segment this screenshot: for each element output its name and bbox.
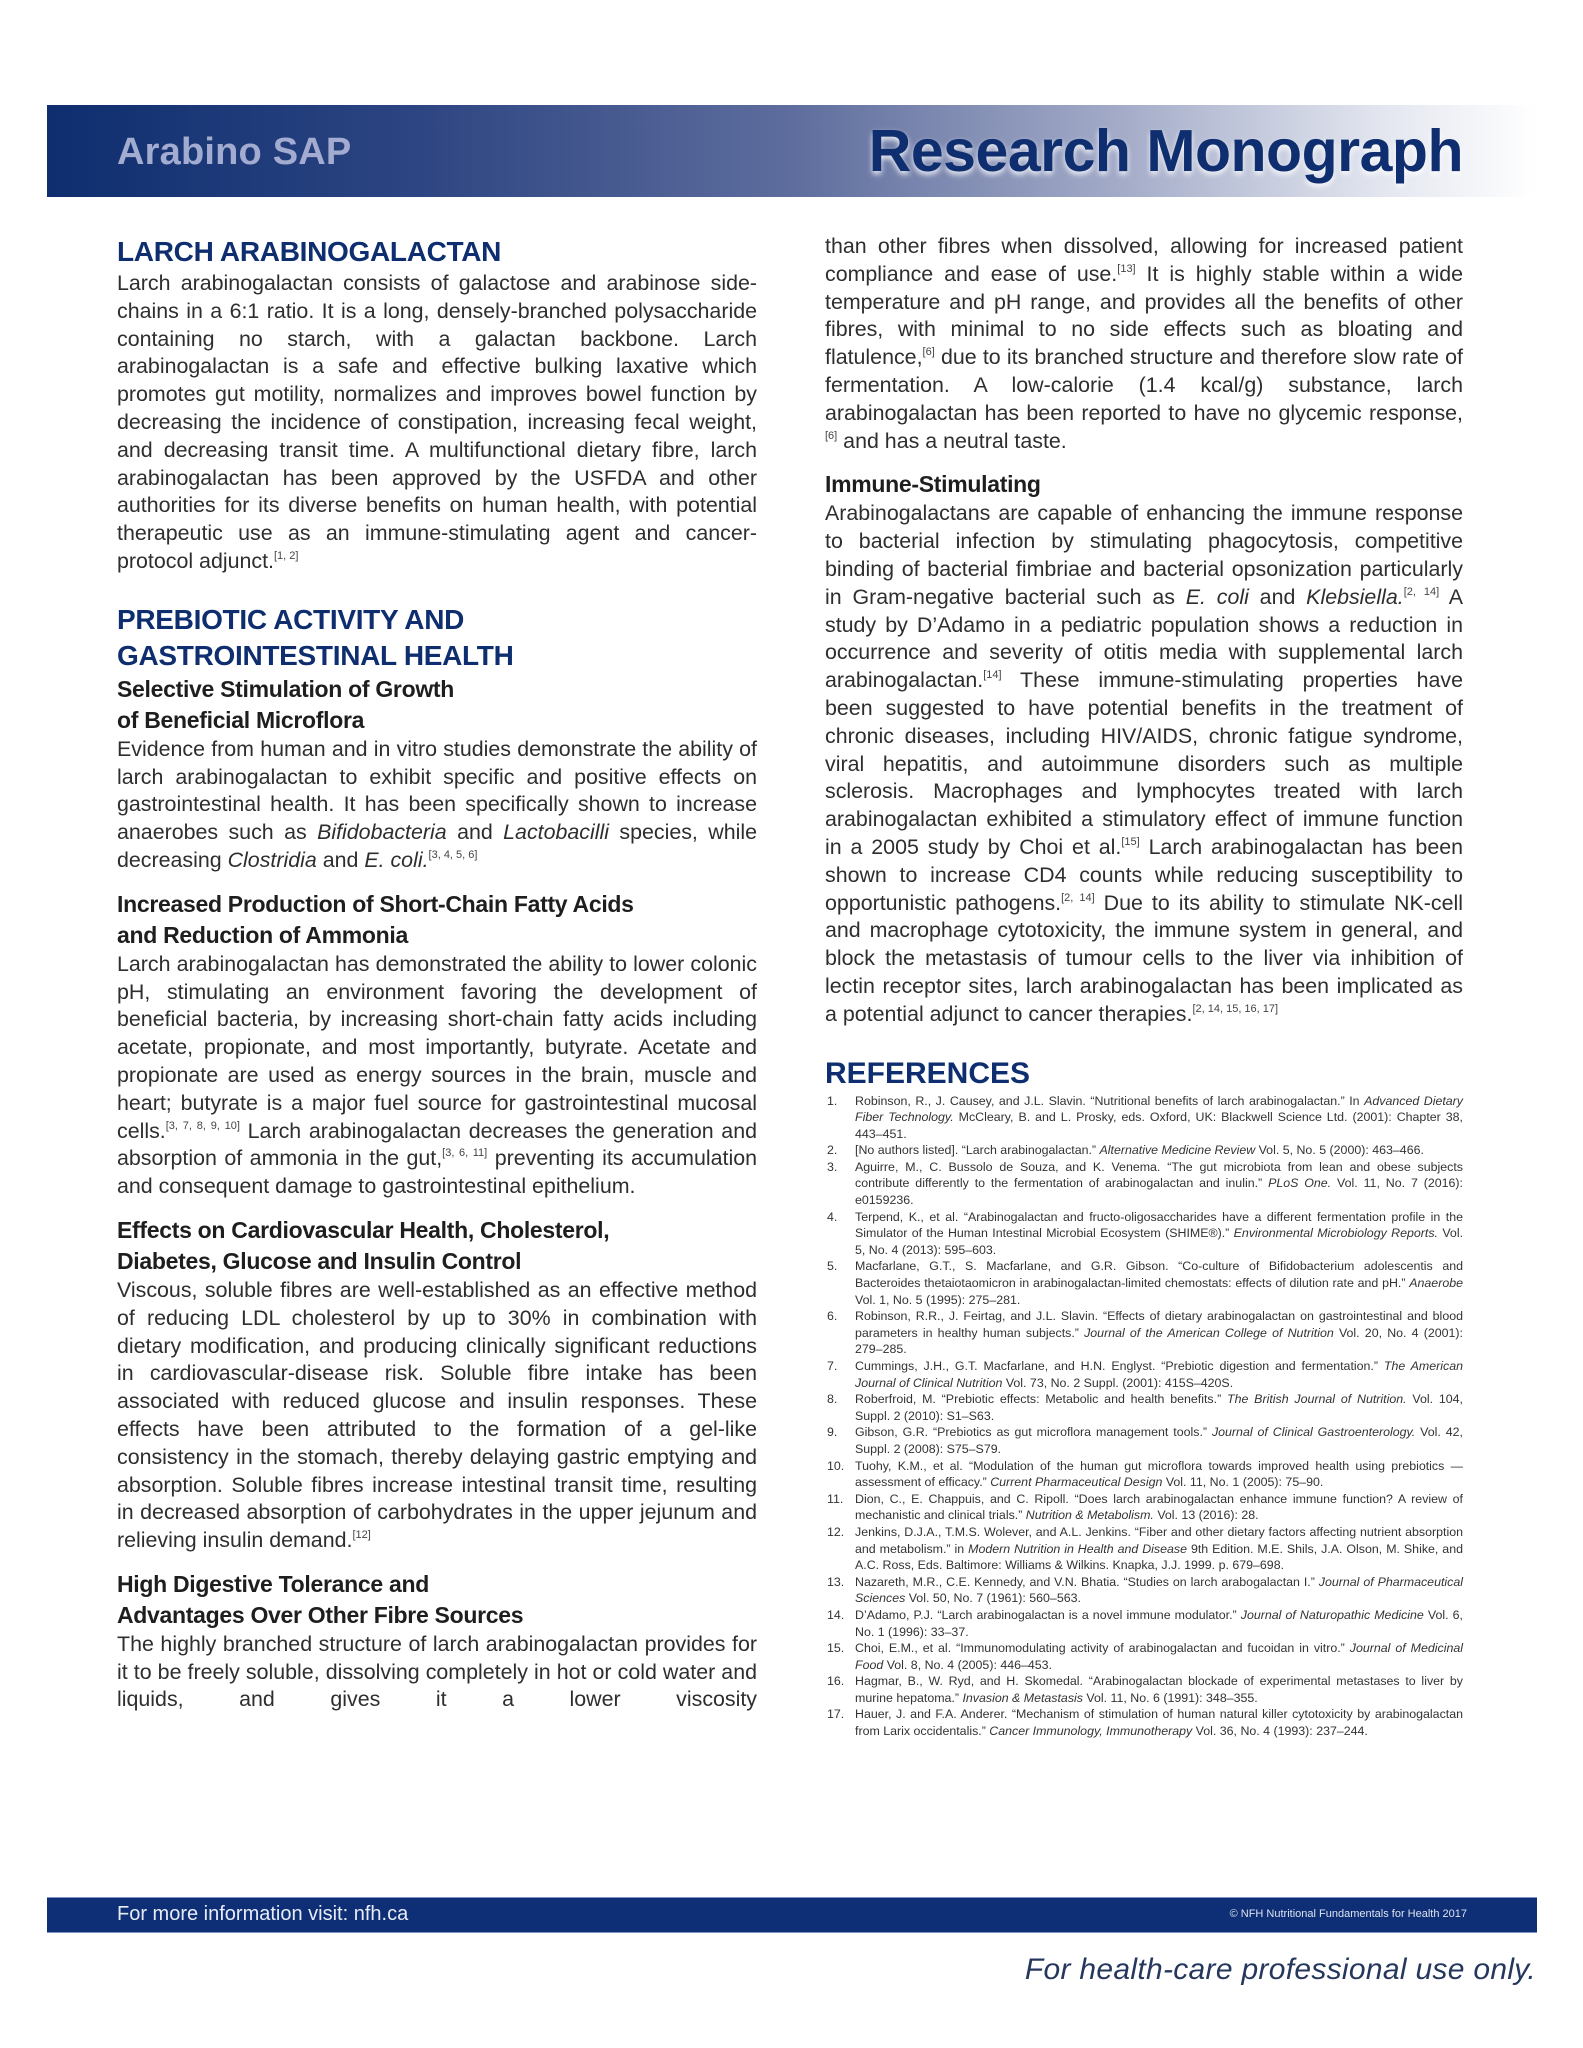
reference-item — [825, 1308, 1463, 1358]
reference-number: 15. — [827, 1641, 845, 1656]
reference-item — [825, 1706, 1463, 1739]
section-heading: LARCH ARABINOGALACTAN — [117, 236, 502, 267]
document-title: Research Monograph — [868, 118, 1463, 184]
reference-item — [825, 1491, 1463, 1524]
subsection-short-chain-fatty-acids — [117, 889, 757, 1201]
left-column — [117, 234, 757, 1714]
reference-number: 9. — [827, 1425, 838, 1440]
reference-text: Macfarlane, G.T., S. Macfarlane, and G.R. Gibson. “Co-culture of Bifidobacterium adolescentis and Bacteroides thetaiotaomicron in arabinogalactan-limited chemostats: effects of dilution rate and pH.” Anaerobe Vol. 1, No. 5 (1995): 275–281. — [855, 1259, 1463, 1307]
reference-number: 12. — [827, 1524, 845, 1539]
citation: [2, 14, 15, 16, 17] — [1192, 1002, 1279, 1015]
subsection-immune-stimulating — [825, 469, 1463, 1028]
tolerance-continued-body: than other fibres when dissolved, allowing for increased patient compliance and ease of use.[13] It is highly stable within a wide temperature and pH range, and provides all the benefits of other fibres, with minimal to no side effects such as bloating and flatulence,[6] due to its branched structure and therefore slow rate of fermentation. A low-calorie (1.4 kcal/g) substance, larch arabinogalactan has been reported to have no glycemic response,[6] and has a neutral taste. — [825, 234, 1463, 453]
reference-item — [825, 1424, 1463, 1457]
reference-item — [825, 1458, 1463, 1491]
reference-text: Choi, E.M., et al. “Immunomodulating activity of arabinogalactan and fucoidan in vitro.” Journal of Medicinal Food Vol. 8, No. 4 (2005): 446–453. — [855, 1641, 1464, 1672]
footer-bar — [47, 1897, 1537, 1933]
reference-text: Dion, C., E. Chappuis, and C. Ripoll. “Does larch arabinogalactan enhance immune function? A review of mechanistic and clinical trials.” Nutrition & Metabolism. Vol. 13 (2016): 28. — [855, 1491, 1463, 1523]
references-heading: REFERENCES — [825, 1056, 1031, 1090]
reference-text: Robinson, R., J. Causey, and J.L. Slavin. “Nutritional benefits of larch arabinogalactan.” In Advanced Dietary Fiber Technology. McCleary, B. and L. Prosky, eds. Oxford, UK: Blackwell Science Ltd. (2001): Chapter 38, 443–451. — [855, 1093, 1463, 1141]
reference-text: Tuohy, K.M., et al. “Modulation of the human gut microflora towards improved health using prebiotics — assessment of efficacy.” Current Pharmaceutical Design Vol. 11, No. 1 (2005): 75–90. — [855, 1458, 1463, 1490]
subsection-body: Arabinogalactans are capable of enhancing the immune response to bacterial infection by stimulating phagocytosis, competitive binding of bacterial fimbriae and bacterial opsonization particularly in Gram-negative bacterial such as E. coli and Klebsiella.[2, 14] A study by D’Adamo in a pediatric population shows a reduction in occurrence and severity of otitis media with supplemental larch arabinogalactan.[14] These immune-stimulating properties have been suggested to have potential benefits in the treatment of chronic diseases, including HIV/AIDS, chronic fatigue syndrome, viral hepatitis, and autoimmune disorders such as multiple sclerosis. Macrophages and lymphocytes treated with larch arabinogalactan exhibited a stimulatory effect of immune function in a 2005 study by Choi et al.[15] Larch arabinogalactan has been shown to increase CD4 counts while reducing susceptibility to opportunistic pathogens.[2, 14] Due to its ability to stimulate NK-cell and macrophage cytotoxicity, the immune system in general, and block the metastasis of tumour cells to the liver via inhibition of lectin receptor sites, larch arabinogalactan has been implicated as a potential adjunct to cancer therapies.[2, 14, 15, 16, 17] — [825, 501, 1464, 1026]
reference-text: Hagmar, B., W. Ryd, and H. Skomedal. “Arabinogalactan blockade of experimental metastases to liver by murine hepatoma.” Invasion & Metastasis Vol. 11, No. 6 (1991): 348–355. — [855, 1674, 1463, 1705]
reference-number: 4. — [827, 1209, 838, 1224]
reference-text: Robinson, R.R., J. Feirtag, and J.L. Slavin. “Effects of dietary arabinogalactan on gastrointestinal and blood parameters in healthy human subjects.” Journal of the American College of Nutrition Vol. 20, No. 4 (2001): 279–285. — [855, 1309, 1464, 1357]
reference-number: 17. — [827, 1707, 845, 1722]
reference-text: Terpend, K., et al. “Arabinogalactan and fructo-oligosaccharides have a different fermentation profile in the Simulator of the Human Intestinal Microbial Ecosystem (SHIME®).” Environmental Microbiology Reports. Vol. 5, No. 4 (2013): 595–603. — [855, 1209, 1464, 1257]
reference-item — [825, 1524, 1463, 1574]
reference-number: 1. — [827, 1093, 838, 1108]
reference-number: 5. — [827, 1259, 838, 1274]
reference-number: 3. — [827, 1159, 838, 1174]
reference-item — [825, 1607, 1463, 1640]
subsection-cardiovascular — [117, 1215, 757, 1555]
reference-text: Aguirre, M., C. Bussolo de Souza, and K. Venema. “The gut microbiota from lean and obese subjects contribute differently to the fermentation of arabinogalactan and inulin.” PLoS One. Vol. 11, No. 7 (2016): e0159236. — [855, 1159, 1464, 1208]
footer-copyright: © NFH Nutritional Fundamentals for Health 2017 — [1229, 1908, 1467, 1920]
reference-text: Jenkins, D.J.A., T.M.S. Wolever, and A.L. Jenkins. “Fiber and other dietary factors affecting nutrient absorption and metabolism.” in Modern Nutrition in Health and Disease 9th Edition. M.E. Shils, J.A. Olson, M. Shike, and A.C. Ross, Eds. Baltimore: Williams & Wilkins. Knapka, J.J. 1999. p. 679–698. — [855, 1524, 1463, 1573]
citation: [15] — [1121, 835, 1140, 848]
reference-text: [No authors listed]. “Larch arabinogalactan.” Alternative Medicine Review Vol. 5, No. 5 (2000): 463–466. — [855, 1143, 1424, 1158]
reference-text: Nazareth, M.R., C.E. Kennedy, and V.N. Bhatia. “Studies on larch arabogalactan I.” Journal of Pharmaceutical Sciences Vol. 50, No. 7 (1961): 560–563. — [855, 1574, 1463, 1606]
reference-item — [825, 1358, 1463, 1391]
reference-number: 10. — [827, 1458, 845, 1473]
subsection-heading: Immune-Stimulating — [825, 471, 1041, 498]
section-larch-arabinogalactan — [117, 234, 757, 576]
product-name: Arabino SAP — [117, 131, 352, 173]
reference-number: 16. — [827, 1674, 845, 1689]
reference-item — [825, 1258, 1463, 1308]
reference-text: Hauer, J. and F.A. Anderer. “Mechanism of stimulation of human natural killer cytotoxicity by arabinogalactan from Larix occidentalis.” Cancer Immunology, Immunotherapy Vol. 36, No. 4 (1993): 237–244. — [855, 1707, 1463, 1739]
subsection-body: Larch arabinogalactan has demonstrated the ability to lower colonic pH, stimulating an environment favoring the development of beneficial bacteria, by increasing short-chain fatty acids including acetate, propionate, and most importantly, butyrate. Acetate and propionate are used as energy sources in the brain, muscle and heart; butyrate is a major fuel source for gastrointestinal mucosal cells.[3, 7, 8, 9, 10] Larch arabinogalactan decreases the generation and absorption of ammonia in the gut,[3, 6, 11] preventing its accumulation and consequent damage to gastrointestinal epithelium. — [117, 951, 757, 1199]
reference-text: D’Adamo, P.J. “Larch arabinogalactan is a novel immune modulator.” Journal of Naturopathic Medicine Vol. 6, No. 1 (1996): 33–37. — [855, 1607, 1464, 1639]
reference-number: 11. — [827, 1491, 844, 1506]
subsection-body: The highly branched structure of larch arabinogalactan provides for it to be freely soluble, dissolving completely in hot or cold water and liquids, and gives it a lower viscosity — [117, 1631, 757, 1712]
citation: [2, 14] — [1061, 891, 1095, 904]
section-body: Larch arabinogalactan consists of galactose and arabinose side-chains in a 6:1 ratio. It is a long, densely-branched polysaccharide containing no starch, with a galactan backbone. Larch arabinogalactan is a safe and effective bulking laxative which promotes gut motility, normalizes and improves bowel function by decreasing the incidence of constipation, increasing fecal weight, and decreasing transit time. A multifunctional dietary fibre, larch arabinogalactan has been approved by the USFDA and other authorities for its diverse benefits on human health, with potential therapeutic use as an immune-stimulating agent and cancer-protocol adjunct.[1, 2] — [117, 271, 757, 573]
citation: [13] — [1117, 262, 1136, 275]
section-heading: PREBIOTIC ACTIVITY AND GASTROINTESTINAL HEALTH — [117, 603, 514, 671]
header-banner — [47, 105, 1537, 197]
citation: [3, 6, 11] — [442, 1147, 488, 1160]
reference-item — [825, 1142, 1463, 1159]
reference-item — [825, 1391, 1463, 1424]
subsection-heading: Increased Production of Short-Chain Fatty Acids and Reduction of Ammonia — [117, 890, 634, 948]
subsection-heading: High Digestive Tolerance and Advantages Over Other Fibre Sources — [117, 1570, 524, 1628]
professional-use-notice: For health-care professional use only. — [1024, 1953, 1536, 1986]
reference-item — [825, 1159, 1463, 1209]
subsection-body: Evidence from human and in vitro studies demonstrate the ability of larch arabinogalactan to exhibit specific and positive effects on gastrointestinal health. It has been specifically shown to increase anaerobes such as Bifidobacteria and Lactobacilli species, while decreasing Clostridia and E. coli.[3, 4, 5, 6] — [117, 736, 757, 872]
reference-text: Gibson, G.R. “Prebiotics as gut microflora management tools.” Journal of Clinical Gastroenterology. Vol. 42, Suppl. 2 (2008): S75–S79. — [855, 1425, 1463, 1456]
subsection-selective-stimulation — [117, 674, 757, 875]
citation: [12] — [352, 1529, 371, 1542]
citation: [2, 14] — [1403, 585, 1440, 598]
subsection-heading: Effects on Cardiovascular Health, Cholesterol, Diabetes, Glucose and Insulin Control — [117, 1216, 610, 1274]
right-column — [825, 233, 1463, 1740]
citation: [1, 2] — [273, 549, 299, 562]
subsection-body: Viscous, soluble fibres are well-established as an effective method of reducing LDL cholesterol by up to 30% in combination with dietary modification, and producing clinically significant reductions in cardiovascular-disease risk. Soluble fibre intake has been associated with reduced glucose and insulin responses. These effects have been attributed to the formation of a gel-like consistency in the stomach, thereby delaying gastric emptying and absorption. Soluble fibres increase intestinal transit time, resulting in decreased absorption of carbohydrates in the upper jejunum and relieving insulin demand.[12] — [117, 1277, 757, 1553]
references-list — [825, 1093, 1463, 1740]
reference-number: 14. — [827, 1607, 845, 1622]
reference-number: 2. — [827, 1143, 838, 1158]
subsection-digestive-tolerance — [117, 1569, 757, 1714]
citation: [3, 4, 5, 6] — [428, 848, 478, 861]
subsection-heading: Selective Stimulation of Growth of Beneficial Microflora — [117, 675, 455, 733]
reference-text: Roberfroid, M. “Prebiotic effects: Metabolic and health benefits.” The British Journal of Nutrition. Vol. 104, Suppl. 2 (2010): S1–S63. — [855, 1392, 1463, 1423]
references-section — [825, 1057, 1463, 1740]
reference-item — [825, 1093, 1463, 1143]
footer-website-link[interactable]: For more information visit: nfh.ca — [117, 1903, 409, 1925]
reference-item — [825, 1209, 1463, 1259]
reference-number: 8. — [827, 1392, 838, 1407]
reference-text: Cummings, J.H., G.T. Macfarlane, and H.N. Englyst. “Prebiotic digestion and fermentation.” The American Journal of Clinical Nutrition Vol. 73, No. 2 Suppl. (2001): 415S–420S. — [855, 1359, 1463, 1390]
citation: [6] — [922, 346, 935, 359]
section-prebiotic-activity — [117, 602, 757, 1715]
reference-item — [825, 1574, 1463, 1607]
reference-item — [825, 1640, 1463, 1673]
citation: [14] — [983, 669, 1002, 682]
reference-number: 13. — [827, 1574, 845, 1589]
citation: [6] — [825, 429, 838, 442]
reference-number: 6. — [827, 1309, 838, 1324]
citation: [3, 7, 8, 9, 10] — [165, 1119, 240, 1132]
reference-number: 7. — [827, 1359, 838, 1374]
reference-item — [825, 1673, 1463, 1706]
